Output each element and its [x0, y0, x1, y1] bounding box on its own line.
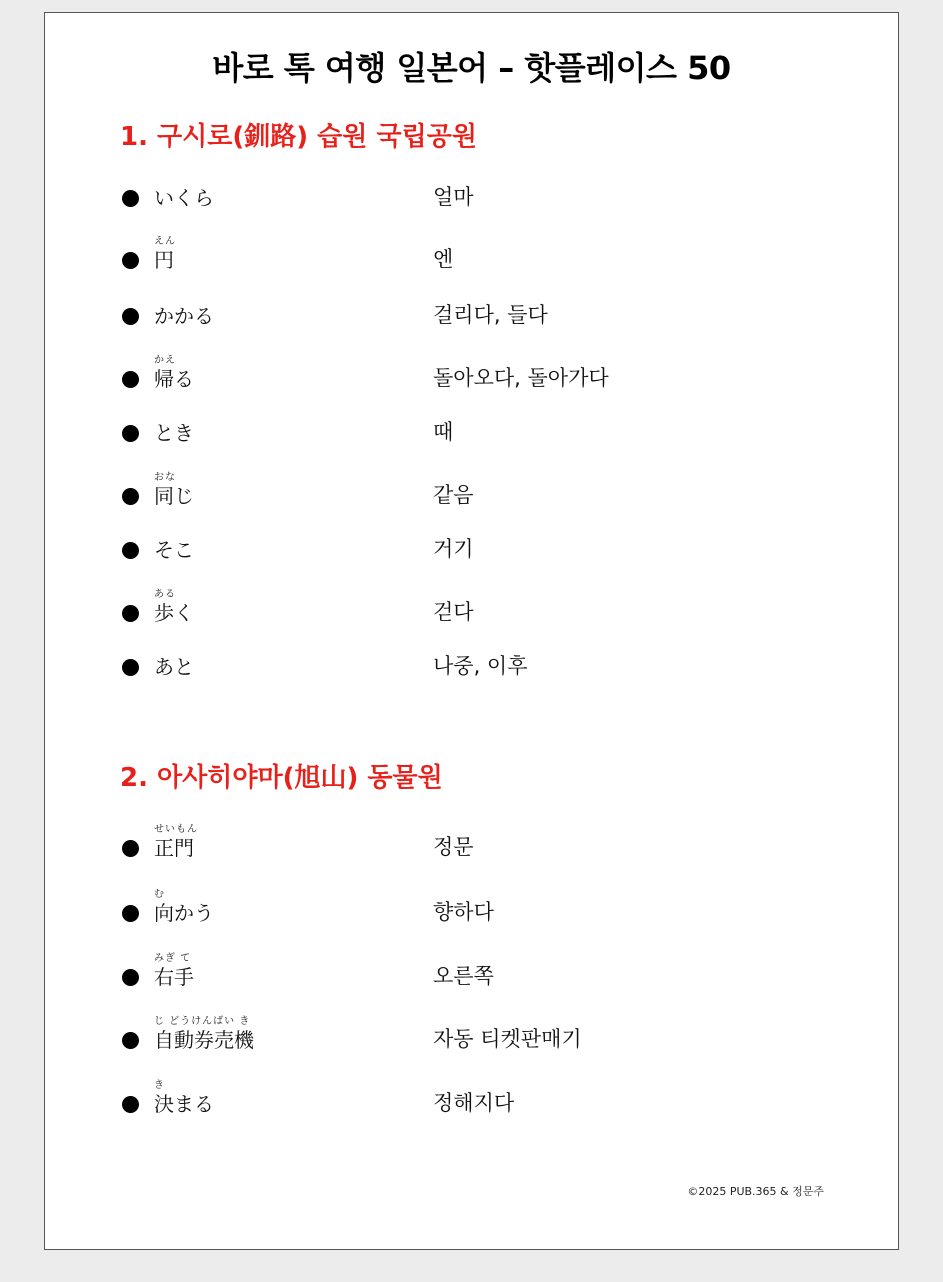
japanese-word: あと [154, 655, 194, 679]
vocab-row [120, 173, 820, 213]
korean-meaning: 돌아오다, 돌아가다 [433, 366, 609, 390]
japanese-word: 決まる [154, 1092, 214, 1116]
vocab-row [120, 1015, 820, 1055]
vocab-row [120, 952, 820, 992]
japanese-word: 向かう [154, 901, 214, 925]
vocab-row [120, 888, 820, 928]
bullet-icon [122, 425, 139, 442]
vocab-row [120, 588, 820, 628]
vocab-row [120, 471, 820, 511]
furigana: ある [154, 589, 176, 600]
vocab-row [120, 408, 820, 448]
vocab-row [120, 1079, 820, 1119]
japanese-word: とき [154, 421, 194, 445]
korean-meaning: 자동 티켓판매기 [433, 1027, 582, 1051]
japanese-word: 円 [154, 248, 174, 272]
bullet-icon [122, 308, 139, 325]
japanese-word: 帰る [154, 367, 194, 391]
vocab-row [120, 823, 820, 863]
japanese-word: かかる [154, 304, 214, 328]
section-heading: 2. 아사히야마(旭山) 동물원 [120, 763, 443, 793]
korean-meaning: 향하다 [433, 900, 494, 924]
furigana: せいもん [154, 824, 198, 835]
japanese-word: 同じ [154, 484, 194, 508]
furigana: みぎ て [154, 953, 192, 964]
bullet-icon [122, 1096, 139, 1113]
document-title: 바로 톡 여행 일본어 – 핫플레이스 50 [212, 49, 731, 87]
bullet-icon [122, 840, 139, 857]
vocab-row [120, 235, 820, 275]
vocab-row [120, 354, 820, 394]
korean-meaning: 정해지다 [433, 1091, 515, 1115]
furigana: えん [154, 236, 176, 247]
japanese-word: そこ [154, 538, 194, 562]
bullet-icon [122, 905, 139, 922]
vocab-row [120, 291, 820, 331]
korean-meaning: 나중, 이후 [433, 654, 528, 678]
bullet-icon [122, 371, 139, 388]
document-page [44, 12, 899, 1250]
furigana: おな [154, 472, 176, 483]
korean-meaning: 걸리다, 들다 [433, 303, 548, 327]
japanese-word: 自動券売機 [154, 1028, 254, 1052]
bullet-icon [122, 488, 139, 505]
japanese-word: いくら [154, 186, 214, 210]
furigana: かえ [154, 355, 176, 366]
furigana: じ どうけんばい き [154, 1016, 251, 1027]
korean-meaning: 때 [433, 420, 454, 444]
korean-meaning: 오른쪽 [433, 964, 494, 988]
bullet-icon [122, 1032, 139, 1049]
korean-meaning: 거기 [433, 537, 474, 561]
bullet-icon [122, 605, 139, 622]
japanese-word: 右手 [154, 965, 194, 989]
bullet-icon [122, 969, 139, 986]
furigana: む [154, 889, 165, 900]
korean-meaning: 같음 [433, 483, 474, 507]
vocab-row [120, 642, 820, 682]
copyright-notice: ©2025 PUB.365 & 정문주 [687, 1185, 824, 1198]
japanese-word: 歩く [154, 601, 194, 625]
japanese-word: 正門 [154, 836, 194, 860]
section-heading: 1. 구시로(釧路) 습원 국립공원 [120, 122, 477, 152]
furigana: き [154, 1080, 165, 1091]
bullet-icon [122, 542, 139, 559]
vocab-row [120, 525, 820, 565]
korean-meaning: 정문 [433, 835, 474, 859]
bullet-icon [122, 190, 139, 207]
korean-meaning: 걷다 [433, 600, 474, 624]
bullet-icon [122, 252, 139, 269]
korean-meaning: 얼마 [433, 185, 474, 209]
bullet-icon [122, 659, 139, 676]
korean-meaning: 엔 [433, 247, 454, 271]
